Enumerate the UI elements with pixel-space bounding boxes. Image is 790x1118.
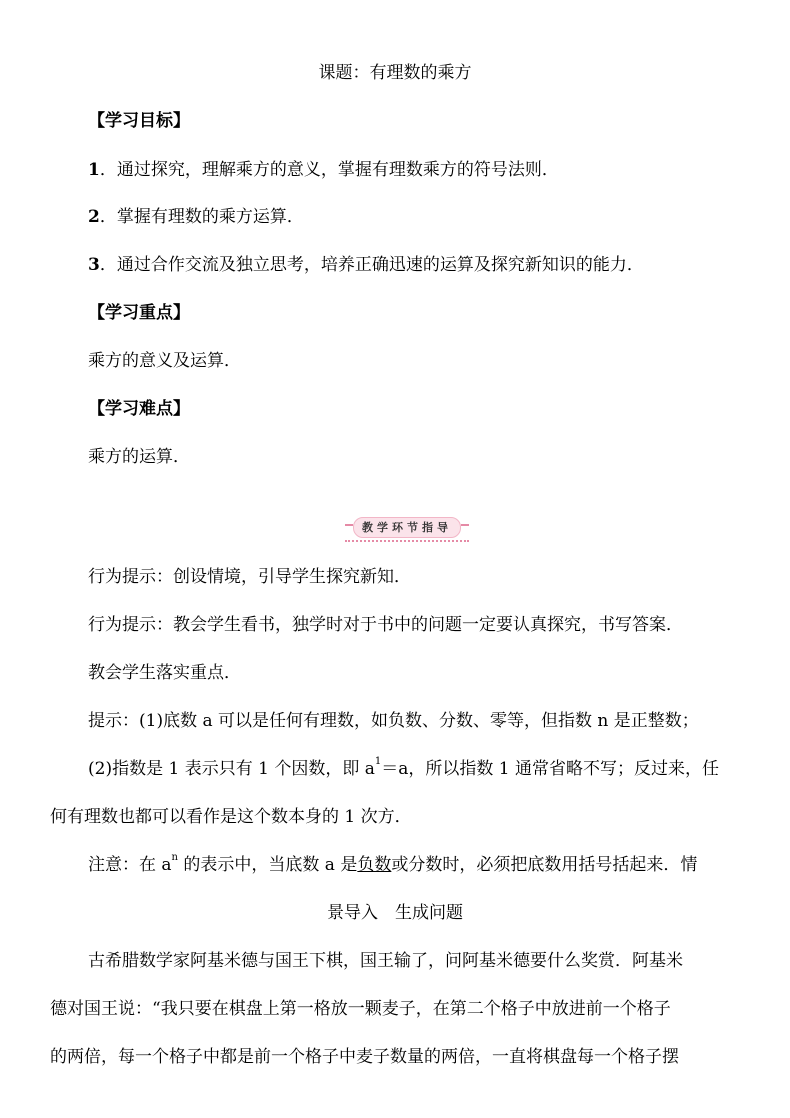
tip-line-2-continued: 何有理数也都可以看作是这个数本身的 1 次方．: [50, 807, 412, 827]
note-text: 的表示中，当底数 a 是: [178, 855, 358, 875]
exponent: 1: [374, 756, 382, 768]
section-subtitle: 景导入 生成问题: [327, 903, 463, 923]
story-line-1: 古希腊数学家阿基米德与国王下棋，国王输了，问阿基米德要什么奖赏．阿基米: [88, 951, 683, 971]
tip-line-2: [88, 758, 719, 780]
objective-number: 2: [88, 207, 100, 227]
story-line-3: 的两倍，每一个格子中都是前一个格子中麦子数量的两倍，一直将棋盘每一个格子摆: [50, 1047, 679, 1067]
tip-text: ＝a，所以指数 1 通常省略不写；反过来，任: [381, 759, 720, 779]
exponent: n: [171, 852, 178, 864]
key-points-heading: 【学习重点】: [88, 303, 190, 323]
guidance-line-2: 行为提示：教会学生看书，独学时对于书中的问题一定要认真探究，书写答案．: [88, 615, 683, 635]
banner-left-deco: [345, 524, 353, 526]
note-text: 注意：在 a: [88, 855, 172, 875]
banner-label: 教学环节指导: [353, 517, 461, 538]
key-points-text: 乘方的意义及运算．: [88, 351, 241, 371]
objective-number: 1: [88, 160, 100, 180]
objective-text: ．通过探究，理解乘方的意义，掌握有理数乘方的符号法则．: [99, 160, 559, 180]
note-text: 或分数时，必须把底数用括号括起来．情: [391, 855, 698, 875]
tip-text: (2)指数是 1 表示只有 1 个因数，即 a: [88, 759, 375, 779]
objective-item-3: [88, 254, 644, 276]
guidance-line-1: 行为提示：创设情境，引导学生探究新知．: [88, 567, 411, 587]
objective-item-1: [88, 159, 559, 181]
objective-item-2: [88, 206, 304, 228]
objective-text: ．通过合作交流及独立思考，培养正确迅速的运算及探究新知识的能力．: [99, 255, 644, 275]
guidance-line-3: 教会学生落实重点．: [88, 663, 241, 683]
difficulties-heading: 【学习难点】: [88, 399, 190, 419]
story-line-2: 德对国王说：“我只要在棋盘上第一格放一颗麦子，在第二个格子中放进前一个格子: [50, 999, 671, 1019]
banner-right-deco: [461, 524, 469, 526]
objective-number: 3: [88, 255, 100, 275]
tip-line-1: 提示：(1)底数 a 可以是任何有理数，如负数、分数、零等，但指数 n 是正整数；: [88, 711, 699, 731]
teaching-guide-banner: [345, 514, 469, 542]
objective-text: ．掌握有理数的乘方运算．: [99, 207, 304, 227]
underlined-term: 负数: [357, 855, 392, 875]
page-title: 课题：有理数的乘方: [318, 63, 472, 83]
difficulties-text: 乘方的运算．: [88, 447, 190, 467]
objectives-heading: 【学习目标】: [88, 111, 190, 131]
note-line: [88, 854, 697, 876]
